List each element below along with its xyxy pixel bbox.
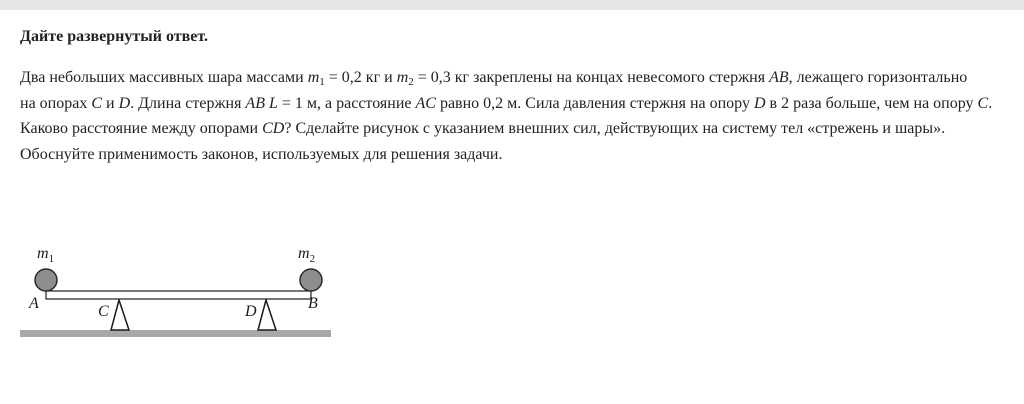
- label-a: A: [29, 295, 39, 312]
- ball-m2: [300, 269, 322, 291]
- top-bar: [0, 0, 1024, 10]
- problem-text: [20, 65, 1010, 167]
- label-m1: $m_1$: [37, 245, 55, 265]
- label-b: B: [308, 295, 318, 312]
- label-c: C: [98, 303, 109, 320]
- rod-ab: [46, 291, 311, 299]
- support-d: [258, 300, 276, 330]
- label-d: D: [245, 303, 257, 320]
- problem-paragraph-3: Обоснуйте применимость законов, используемых для решения задачи.: [20, 145, 503, 163]
- rod-figure: [18, 238, 338, 344]
- problem-paragraph-2: на опорах C и D. Длина стержня AB L = 1 м, а расстояние AC равно 0,2 м. Сила давления стержня на опору D в 2 раза больше, чем на опору C. Каково расстояние между опорами CD? Сделайте рисунок с указанием внешних сил, действующих на систему тел «стрежень и шары».: [20, 94, 993, 137]
- task-heading: Дайте развернутый ответ.: [20, 28, 208, 45]
- ball-m1: [35, 269, 57, 291]
- support-c: [111, 300, 129, 330]
- problem-paragraph-1: Два небольших массивных шара массами $m_1 = 0,2$ кг и $m_2 = 0,3$ кг закреплены на концах невесомого стержня AB, лежащего горизонтально: [20, 69, 968, 88]
- ground: [20, 330, 331, 337]
- label-m2: $m_2$: [298, 245, 316, 265]
